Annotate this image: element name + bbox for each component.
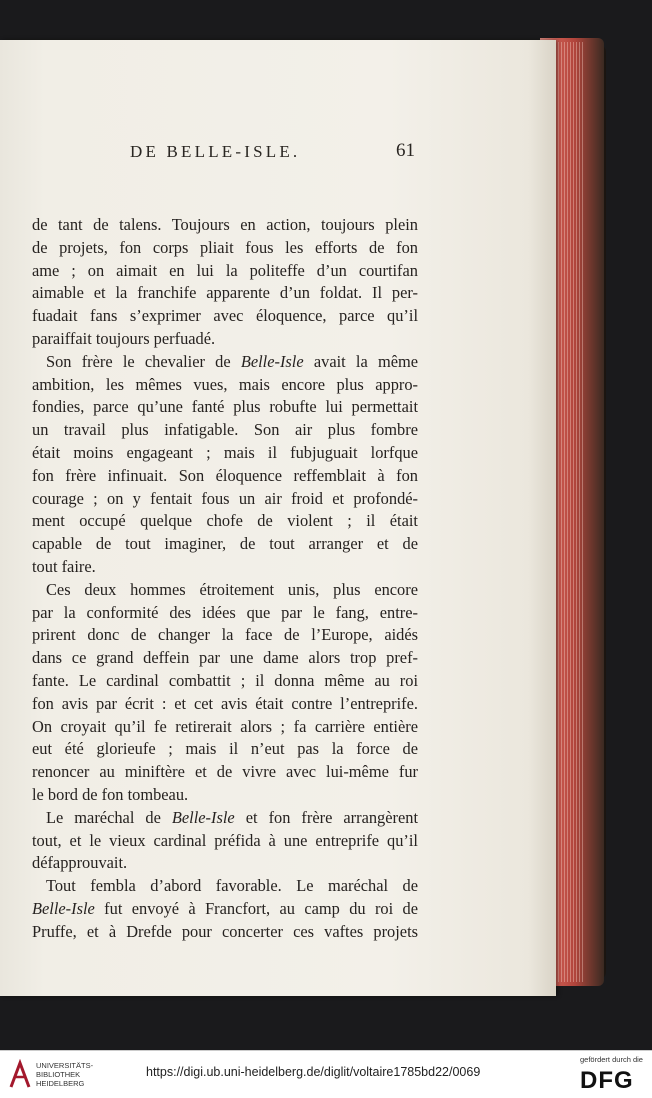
text-line: prirent donc de changer la face de l’Europe, aidés xyxy=(32,625,418,645)
italic-name: Belle-Isle xyxy=(32,898,95,918)
text-line: eut été glorieufe ; mais il n’eut pas la force de xyxy=(32,739,418,759)
text-line: fon frère infinuait. Son éloquence reffemblait à fon xyxy=(32,465,418,485)
text-line: un travail plus infatigable. Son air plus fombre xyxy=(32,420,418,440)
text-line: ame ; on aimait en lui la politeffe d’un courtifan xyxy=(32,260,418,280)
text-line: renoncer au miniftère et de vivre avec lui-même fur xyxy=(32,762,418,782)
text-run: et fon frère arrangèrent xyxy=(234,807,418,827)
text-line: ambition, les mêmes vues, mais encore plus appro- xyxy=(32,374,418,394)
viewer-footer xyxy=(0,1050,652,1098)
university-logo-icon xyxy=(8,1059,32,1091)
text-line: Tout fembla d’abord favorable. Le maréchal de xyxy=(46,876,418,896)
text-line: fon avis par écrit : et cet avis était contre l’entreprife. xyxy=(32,693,418,713)
running-title: DE BELLE-ISLE. xyxy=(130,142,301,161)
body-text xyxy=(32,214,418,944)
text-line: de tant de talens. Toujours en action, toujours plein xyxy=(32,215,418,234)
text-line: Pruffe, et à Drefde pour concerter ces vaftes projets xyxy=(32,921,418,941)
funded-by-label: gefördert durch die xyxy=(580,1055,643,1064)
library-name-line: BIBLIOTHEK xyxy=(36,1070,81,1079)
library-name-line: UNIVERSITÄTS- xyxy=(36,1061,94,1070)
text-line: ment occupé quelque chofe de violent ; il était xyxy=(32,511,418,531)
page-number: 61 xyxy=(396,140,415,161)
text-line: fondies, parce qu’une fanté plus robufte lui permettait xyxy=(32,397,418,417)
text-run: Le maréchal de xyxy=(46,807,172,827)
text-line: défapprouvait. xyxy=(32,853,128,873)
text-run: avait la même xyxy=(303,351,418,371)
text-line: fante. Le cardinal combattit ; il donna même au roi xyxy=(32,670,418,690)
text-line: par la conformité des idées que par le fang, entre- xyxy=(32,602,418,622)
text-line xyxy=(32,898,418,921)
text-line: capable de tout imaginer, de tout arranger et de xyxy=(32,534,418,554)
dfg-logo: DFG xyxy=(580,1067,634,1094)
book-page xyxy=(0,40,556,996)
text-line: fuadait fans s’exprimer avec éloquence, parce qu’il xyxy=(32,306,418,326)
text-run: fut envoyé à Francfort, au camp du roi de xyxy=(94,898,418,918)
permalink-url[interactable]: https://digi.ub.uni-heidelberg.de/diglit/voltaire1785bd22/0069 xyxy=(146,1065,481,1079)
text-line: dans ce grand deffein par une dame alors trop pref- xyxy=(32,648,418,668)
text-line: de projets, fon corps pliait fous les efforts de fon xyxy=(32,237,418,257)
text-line: tout, et le vieux cardinal préfida à une entreprife qu’il xyxy=(32,830,418,850)
text-line xyxy=(32,351,418,374)
text-line: paraiffait toujours perfuadé. xyxy=(32,328,216,348)
text-line: Ces deux hommes étroitement unis, plus encore xyxy=(46,579,418,599)
text-line: était moins engageant ; mais il fubjuguait lorfque xyxy=(32,442,418,462)
library-name xyxy=(36,1061,93,1088)
text-line: tout faire. xyxy=(32,556,96,576)
italic-name: Belle-Isle xyxy=(171,807,235,827)
text-line: courage ; on y fentait fous un air froid et profondé- xyxy=(32,488,418,508)
text-run: Son frère le chevalier de xyxy=(46,351,241,371)
text-line: le bord de fon tombeau. xyxy=(32,784,189,804)
italic-name: Belle-Isle xyxy=(240,351,304,371)
library-name-line: HEIDELBERG xyxy=(36,1079,85,1088)
text-line: aimable et la franchife apparente d’un foldat. Il per- xyxy=(32,283,418,303)
text-line: On croyait qu’il fe retirerait alors ; fa carrière entière xyxy=(32,716,418,736)
running-head xyxy=(0,140,556,170)
text-line xyxy=(32,807,418,830)
